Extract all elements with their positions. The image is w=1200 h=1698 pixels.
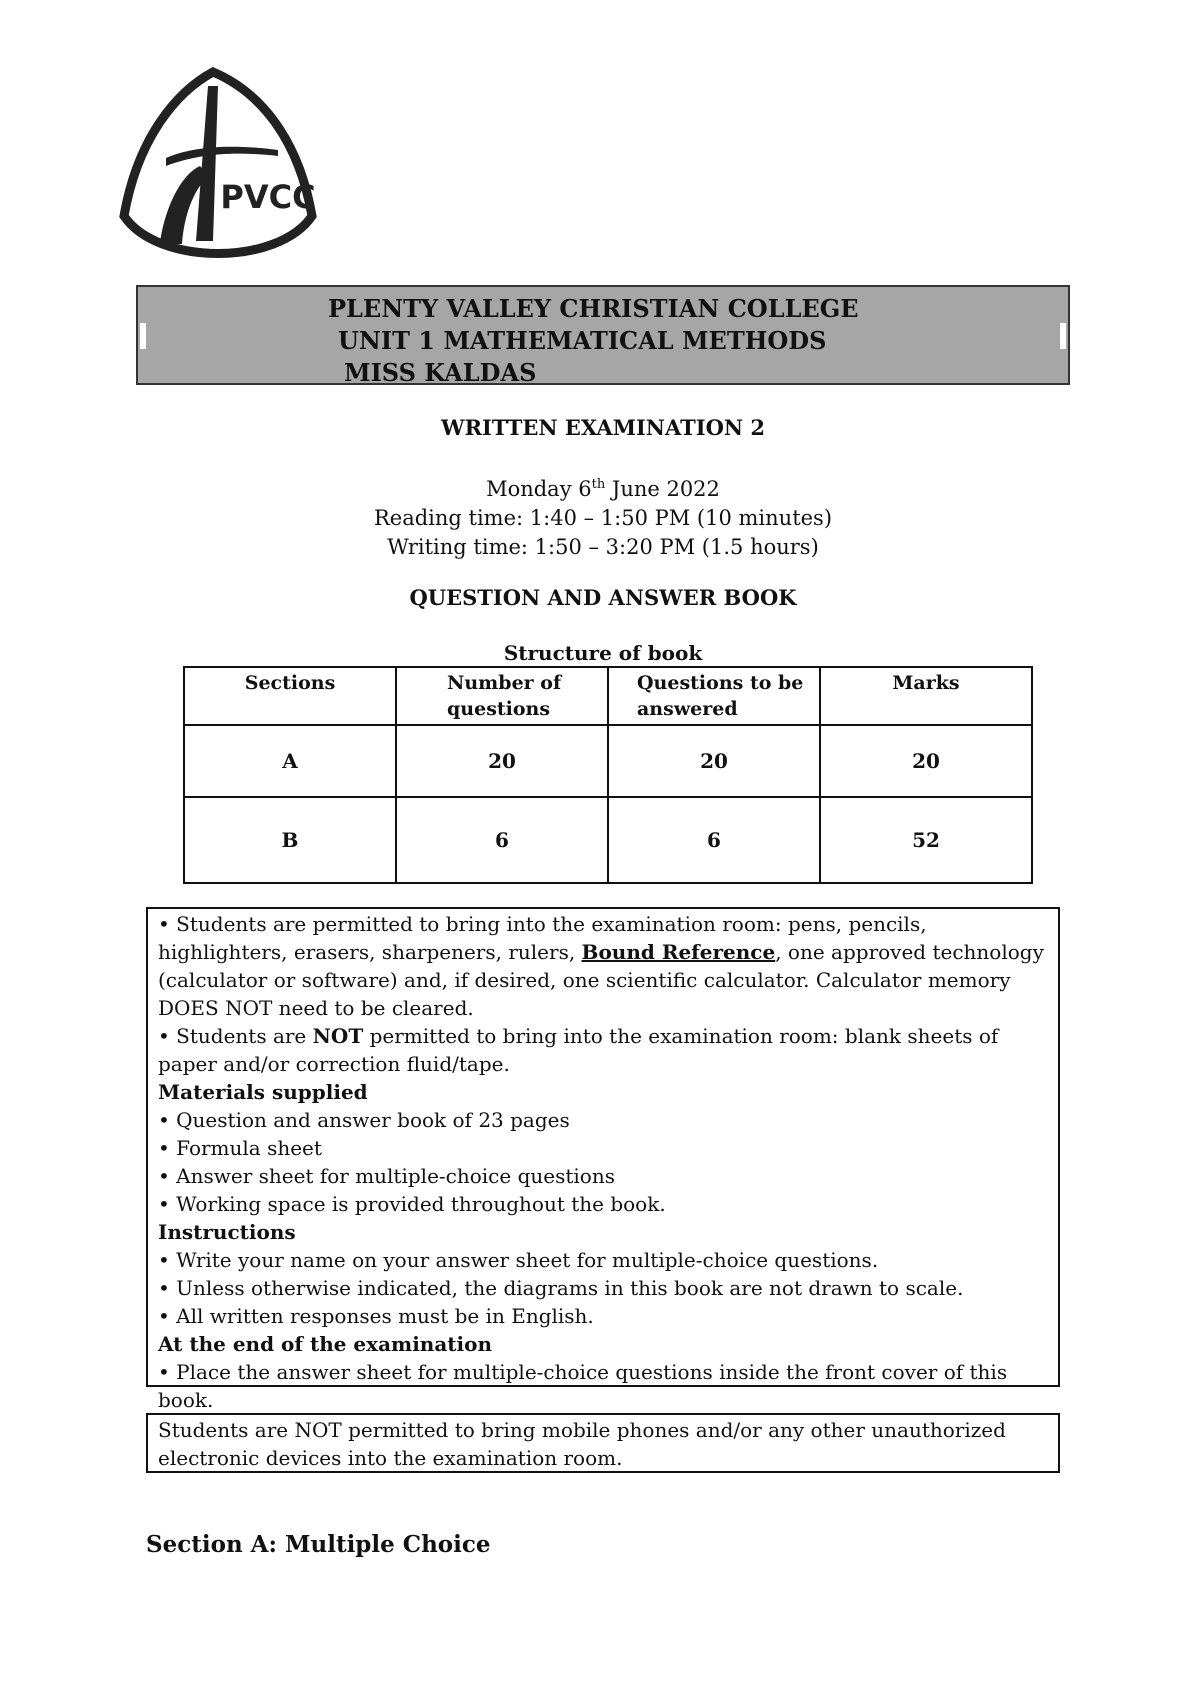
instructions-heading: Instructions — [158, 1220, 296, 1244]
book-title: QUESTION AND ANSWER BOOK — [409, 585, 797, 610]
exam-date: Monday 6th June 2022 — [486, 477, 720, 501]
list-item: • Formula sheet — [158, 1136, 322, 1160]
table-header-row — [184, 667, 1032, 725]
structure-table — [183, 666, 1033, 884]
phone-notice-box — [146, 1413, 1060, 1473]
cell-answered: 20 — [608, 725, 820, 797]
structure-title: Structure of book — [503, 641, 703, 665]
list-item: • Question and answer book of 23 pages — [158, 1108, 570, 1132]
banner-notch-left — [140, 323, 146, 349]
cell-marks: 20 — [820, 725, 1032, 797]
table-row — [184, 797, 1032, 883]
reading-time: Reading time: 1:40 – 1:50 PM (10 minutes) — [373, 506, 833, 530]
title-banner — [136, 285, 1070, 385]
exam-title: WRITTEN EXAMINATION 2 — [441, 415, 765, 440]
phone-notice-text: Students are NOT permitted to bring mobile phones and/or any other unauthorized electronic devices into the examination room. — [158, 1418, 1006, 1470]
cell-answered: 6 — [608, 797, 820, 883]
permitted-items: • Students are permitted to bring into the examination room: pens, pencils, highlighters, erasers, sharpeners, rulers, Bound Reference, one approved technology (calculator or software) and, if desired, one scientific calculator. Calculator memory DOES NOT need to be cleared. — [158, 912, 1044, 1020]
list-item: • Working space is provided throughout the book. — [158, 1192, 666, 1216]
college-logo — [118, 66, 318, 276]
cell-number: 20 — [396, 725, 608, 797]
list-item: • Place the answer sheet for multiple-choice questions inside the front cover of this book. — [158, 1360, 1008, 1412]
instructions-box — [146, 907, 1060, 1412]
table-row — [184, 725, 1032, 797]
list-item: • Answer sheet for multiple-choice questions — [158, 1164, 615, 1188]
not-permitted-items: • Students are NOT permitted to bring into the examination room: blank sheets of paper and/or correction fluid/tape. — [158, 1024, 999, 1076]
end-of-exam-heading: At the end of the examination — [158, 1332, 493, 1356]
header-questions-to-be-answered: Questions to be answered — [608, 667, 820, 725]
list-item: • Write your name on your answer sheet for multiple-choice questions. — [158, 1248, 879, 1272]
cell-section: B — [184, 797, 396, 883]
list-item: • Unless otherwise indicated, the diagrams in this book are not drawn to scale. — [158, 1276, 964, 1300]
header-sections: Sections — [184, 667, 396, 725]
header-number-of-questions: Number of questions — [396, 667, 608, 725]
banner-notch-right — [1060, 323, 1066, 349]
college-crest-icon — [118, 66, 318, 276]
logo-text: PVCC — [220, 178, 316, 216]
cell-number: 6 — [396, 797, 608, 883]
writing-time: Writing time: 1:50 – 3:20 PM (1.5 hours) — [387, 535, 819, 559]
cell-marks: 52 — [820, 797, 1032, 883]
section-a-heading: Section A: Multiple Choice — [146, 1531, 491, 1558]
cell-section: A — [184, 725, 396, 797]
materials-heading: Materials supplied — [158, 1080, 368, 1104]
banner-teacher: MISS KALDAS — [344, 358, 537, 387]
exam-schedule — [136, 470, 1070, 562]
banner-college-name: PLENTY VALLEY CHRISTIAN COLLEGE — [328, 294, 859, 323]
header-marks: Marks — [820, 667, 1032, 725]
banner-subject: UNIT 1 MATHEMATICAL METHODS — [338, 326, 827, 355]
list-item: • All written responses must be in English. — [158, 1304, 594, 1328]
